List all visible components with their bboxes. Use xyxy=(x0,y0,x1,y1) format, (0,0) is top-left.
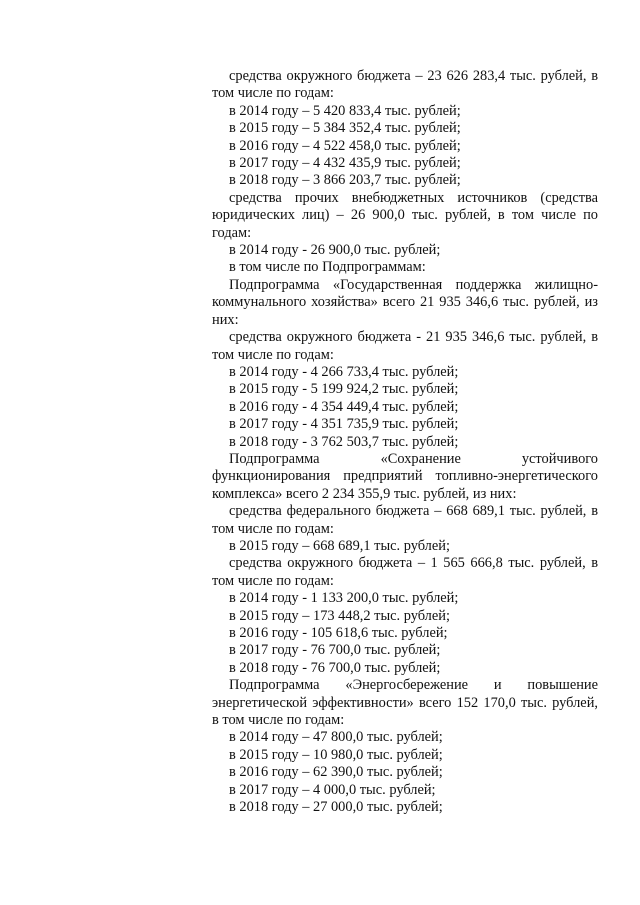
year-line: в 2014 году – 5 420 833,4 тыс. рублей; xyxy=(229,102,461,119)
year-line: в 2015 году – 10 980,0 тыс. рублей; xyxy=(229,746,443,763)
paragraph: средства окружного бюджета - 21 935 346,6 тыс. рублей, в том числе по годам: xyxy=(212,329,598,363)
document-body xyxy=(212,68,598,816)
paragraph: средства федерального бюджета – 668 689,1 тыс. рублей, в том числе по годам: xyxy=(212,503,598,537)
year-line: в 2017 году - 76 700,0 тыс. рублей; xyxy=(229,642,441,659)
year-line: в 2014 году - 4 266 733,4 тыс. рублей; xyxy=(229,363,459,380)
year-line: в 2016 году - 4 354 449,4 тыс. рублей; xyxy=(229,398,459,415)
subprogram-paragraph: Подпрограмма «Государственная поддержка жилищно-коммунального хозяйства» всего 21 935 346,6 тыс. рублей, из них: xyxy=(212,276,598,328)
subprogram-paragraph: Подпрограмма «Сохранение устойчивого функционирования предприятий топливно-энергетического комплекса» всего 2 234 355,9 тыс. рублей, из них: xyxy=(212,450,598,502)
year-line: в 2015 году – 173 448,2 тыс. рублей; xyxy=(229,607,450,624)
year-line: в 2018 году – 27 000,0 тыс. рублей; xyxy=(229,799,443,816)
paragraph: средства окружного бюджета – 23 626 283,4 тыс. рублей, в том числе по годам: xyxy=(212,68,598,102)
year-line: в 2016 году – 62 390,0 тыс. рублей; xyxy=(229,764,443,781)
year-line: в 2017 году - 4 351 735,9 тыс. рублей; xyxy=(229,416,459,433)
year-line: в 2018 году - 76 700,0 тыс. рублей; xyxy=(229,659,441,676)
year-line: в 2015 году - 5 199 924,2 тыс. рублей; xyxy=(229,381,459,398)
year-line: в 2017 году – 4 432 435,9 тыс. рублей; xyxy=(229,155,461,172)
year-line: в 2015 году – 668 689,1 тыс. рублей; xyxy=(229,537,450,554)
year-line: в 2014 году – 47 800,0 тыс. рублей; xyxy=(229,729,443,746)
year-line: в 2016 году - 105 618,6 тыс. рублей; xyxy=(229,625,448,641)
year-line: в 2018 году - 3 762 503,7 тыс. рублей; xyxy=(229,433,459,450)
paragraph: средства прочих внебюджетных источников (средства юридических лиц) – 26 900,0 тыс. рублей, в том числе по годам: xyxy=(212,189,598,241)
paragraph: средства окружного бюджета – 1 565 666,8 тыс. рублей, в том числе по годам: xyxy=(212,555,598,589)
year-line: в том числе по Подпрограммам: xyxy=(229,259,426,276)
year-line: в 2014 году - 26 900,0 тыс. рублей; xyxy=(229,242,441,259)
year-line: в 2015 году – 5 384 352,4 тыс. рублей; xyxy=(229,120,461,137)
year-line: в 2018 году – 3 866 203,7 тыс. рублей; xyxy=(229,172,461,189)
subprogram-paragraph: Подпрограмма «Энергосбережение и повышение энергетической эффективности» всего 152 170,0 тыс. рублей, в том числе по годам: xyxy=(212,677,598,729)
year-line: в 2016 году – 4 522 458,0 тыс. рублей; xyxy=(229,137,461,154)
year-line: в 2014 году - 1 133 200,0 тыс. рублей; xyxy=(229,590,459,607)
year-line: в 2017 году – 4 000,0 тыс. рублей; xyxy=(229,781,436,798)
